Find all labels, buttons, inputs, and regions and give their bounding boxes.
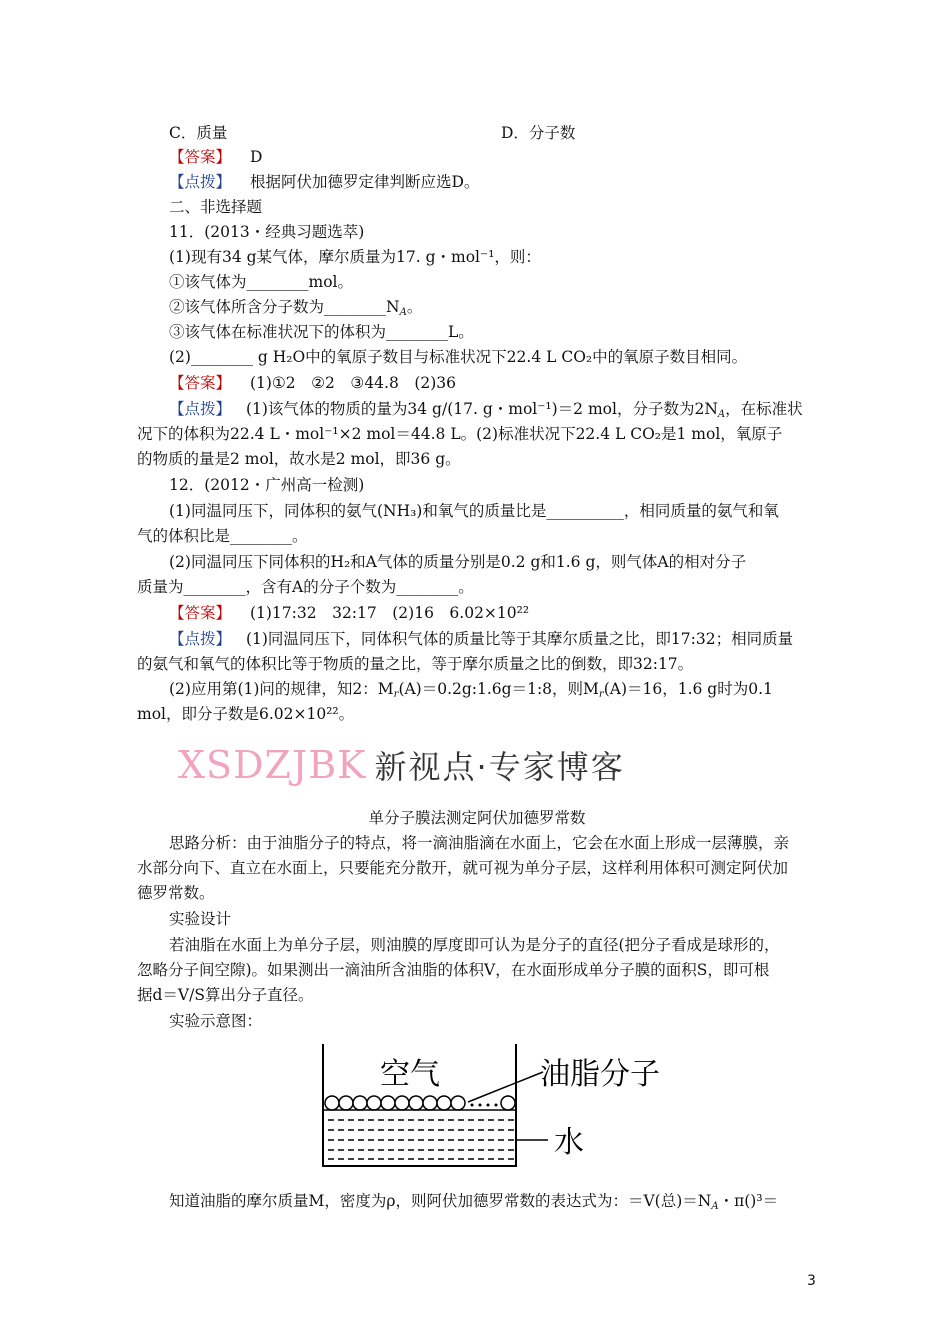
hint-end: ，在标准状 (725, 400, 803, 418)
article-p1-line3: 德罗常数。 (137, 884, 215, 902)
hint-text: (1)同温同压下，同体积气体的质量比等于其摩尔质量之比，即17:32；相同质量 (245, 630, 794, 648)
page-number: 3 (807, 1273, 816, 1289)
q12-line1: (1)同温同压下，同体积的氨气(NH₃)和氧气的质量比是__________，相同质量的氨气和氧 (169, 502, 779, 520)
q12-hint-line3 (169, 678, 849, 706)
q10-options (137, 122, 817, 144)
q11-line3-sub: A (399, 307, 407, 318)
q11-line3-end: 。 (406, 298, 423, 316)
q10-answer (137, 146, 817, 168)
answer-tag: 【答案】 (169, 604, 232, 622)
q11-hint-line3: 的物质的量是2 mol，故水是2 mol，即36 g。 (137, 450, 461, 468)
hint3-end: (A)＝16，1.6 g时为0.1 (603, 680, 773, 698)
q10-hint (137, 171, 817, 193)
q11-line2: ①该气体为________mol。 (169, 273, 353, 291)
q11-hint-line2: 况下的体积为22.4 L・mol⁻¹×2 mol＝44.8 L。(2)标准状况下22.4 L CO₂是1 mol，氧原子 (137, 425, 783, 443)
article-p1-line2: 水部分向下、直立在水面上，只要能充分散开，就可视为单分子层，这样利用体积可测定阿伏加 (137, 859, 789, 877)
hint-tag: 【点拨】 (169, 630, 232, 648)
article-p2-line2: 忽略分子间空隙)。如果测出一滴油所含油脂的体积V，在水面形成单分子膜的面积S，即可根 (137, 961, 770, 979)
final-formula-line (169, 1190, 849, 1218)
hint3-mid: (A)＝0.2g:1.6g＝1:8，则M (398, 680, 599, 698)
molecule-dots (471, 1104, 498, 1107)
q12-hint-line2: 的氨气和氧气的体积比等于物质的量之比，等于摩尔质量之比的倒数，即32:17。 (137, 655, 694, 673)
section-heading: 二、非选择题 (169, 198, 263, 216)
hint-tag: 【点拨】 (169, 400, 232, 418)
q11-line3-text: ②该气体所含分子数为________N (169, 298, 400, 316)
hint3-text: (2)应用第(1)问的规律，知2：M (169, 680, 394, 698)
diagram-caption: 实验示意图： (169, 1012, 263, 1030)
q12-line2: 气的体积比是________。 (137, 527, 308, 545)
q11-answer (137, 372, 817, 394)
answer-text: (1)17:32 32:17 (2)16 6.02×10²² (249, 604, 530, 622)
q11-title: 11．(2013・经典习题选萃) (169, 223, 365, 241)
oil-molecule-label: 油脂分子 (540, 1057, 660, 1092)
article-p2-line1: 若油脂在水面上为单分子层，则油膜的厚度即可认为是分子的直径(把分子看成是球形的， (169, 936, 780, 954)
hint-tag: 【点拨】 (169, 173, 232, 191)
answer-text: D (249, 148, 263, 166)
q12-line3: (2)同温同压下同体积的H₂和A气体的质量分别是0.2 g和1.6 g，则气体A的相对分子 (169, 553, 747, 571)
q11-line1: (1)现有34 g某气体，摩尔质量为17. g・mol⁻¹，则： (169, 248, 541, 266)
design-heading: 实验设计 (169, 910, 232, 928)
air-label: 空气 (380, 1057, 440, 1092)
option-d: D．分子数 (501, 124, 576, 142)
hint3-sub-1: r (393, 689, 399, 700)
q12-answer (137, 602, 817, 624)
banner-latin: XSDZJBK (178, 743, 367, 787)
water-dashes (328, 1120, 514, 1159)
q12-hint-line4: mol，即分子数是6.02×10²²。 (137, 705, 355, 723)
answer-text: (1)①2 ②2 ③44.8 (2)36 (249, 374, 457, 392)
q11-line4: ③该气体在标准状况下的体积为________L。 (169, 323, 474, 341)
oil-molecules (325, 1096, 515, 1110)
formula-sub: A (711, 1201, 719, 1212)
hint-sub: A (717, 409, 726, 420)
q11-line5: (2)________ g H₂O中的氧原子数目与标准状况下22.4 L CO₂中的氧原子数目相同。 (169, 348, 748, 366)
water-label: 水 (554, 1125, 584, 1160)
q11-line3 (169, 296, 849, 324)
option-c: C．质量 (169, 124, 228, 142)
q12-title: 12．(2012・广州高一检测) (169, 476, 365, 494)
q12-line4: 质量为________，含有A的分子个数为________。 (137, 578, 474, 596)
answer-tag: 【答案】 (169, 374, 232, 392)
answer-tag: 【答案】 (169, 148, 232, 166)
formula-text: 知道油脂的摩尔质量M，密度为ρ，则阿伏加德罗常数的表达式为：＝V(总)＝N (169, 1192, 712, 1210)
formula-end: ・π()³＝ (718, 1192, 779, 1210)
hint3-sub-2: r (598, 689, 604, 700)
article-p2-line3: 据d＝V/S算出分子直径。 (137, 986, 314, 1004)
hint-text: 根据阿伏加德罗定律判断应选D。 (249, 173, 480, 191)
article-p1-line1: 思路分析：由于油脂分子的特点，将一滴油脂滴在水面上，它会在水面上形成一层薄膜，亲 (169, 834, 790, 852)
q12-hint-line1 (137, 628, 817, 650)
hint-text: (1)该气体的物质的量为34 g/(17. g・mol⁻¹)＝2 mol，分子数为2N (245, 400, 718, 418)
blog-banner (178, 742, 625, 788)
article-title: 单分子膜法测定阿伏加德罗常数 (368, 809, 586, 827)
q11-hint-line1 (137, 398, 817, 426)
experiment-diagram (318, 1040, 698, 1170)
banner-chinese: 新视点·专家博客 (374, 748, 625, 786)
